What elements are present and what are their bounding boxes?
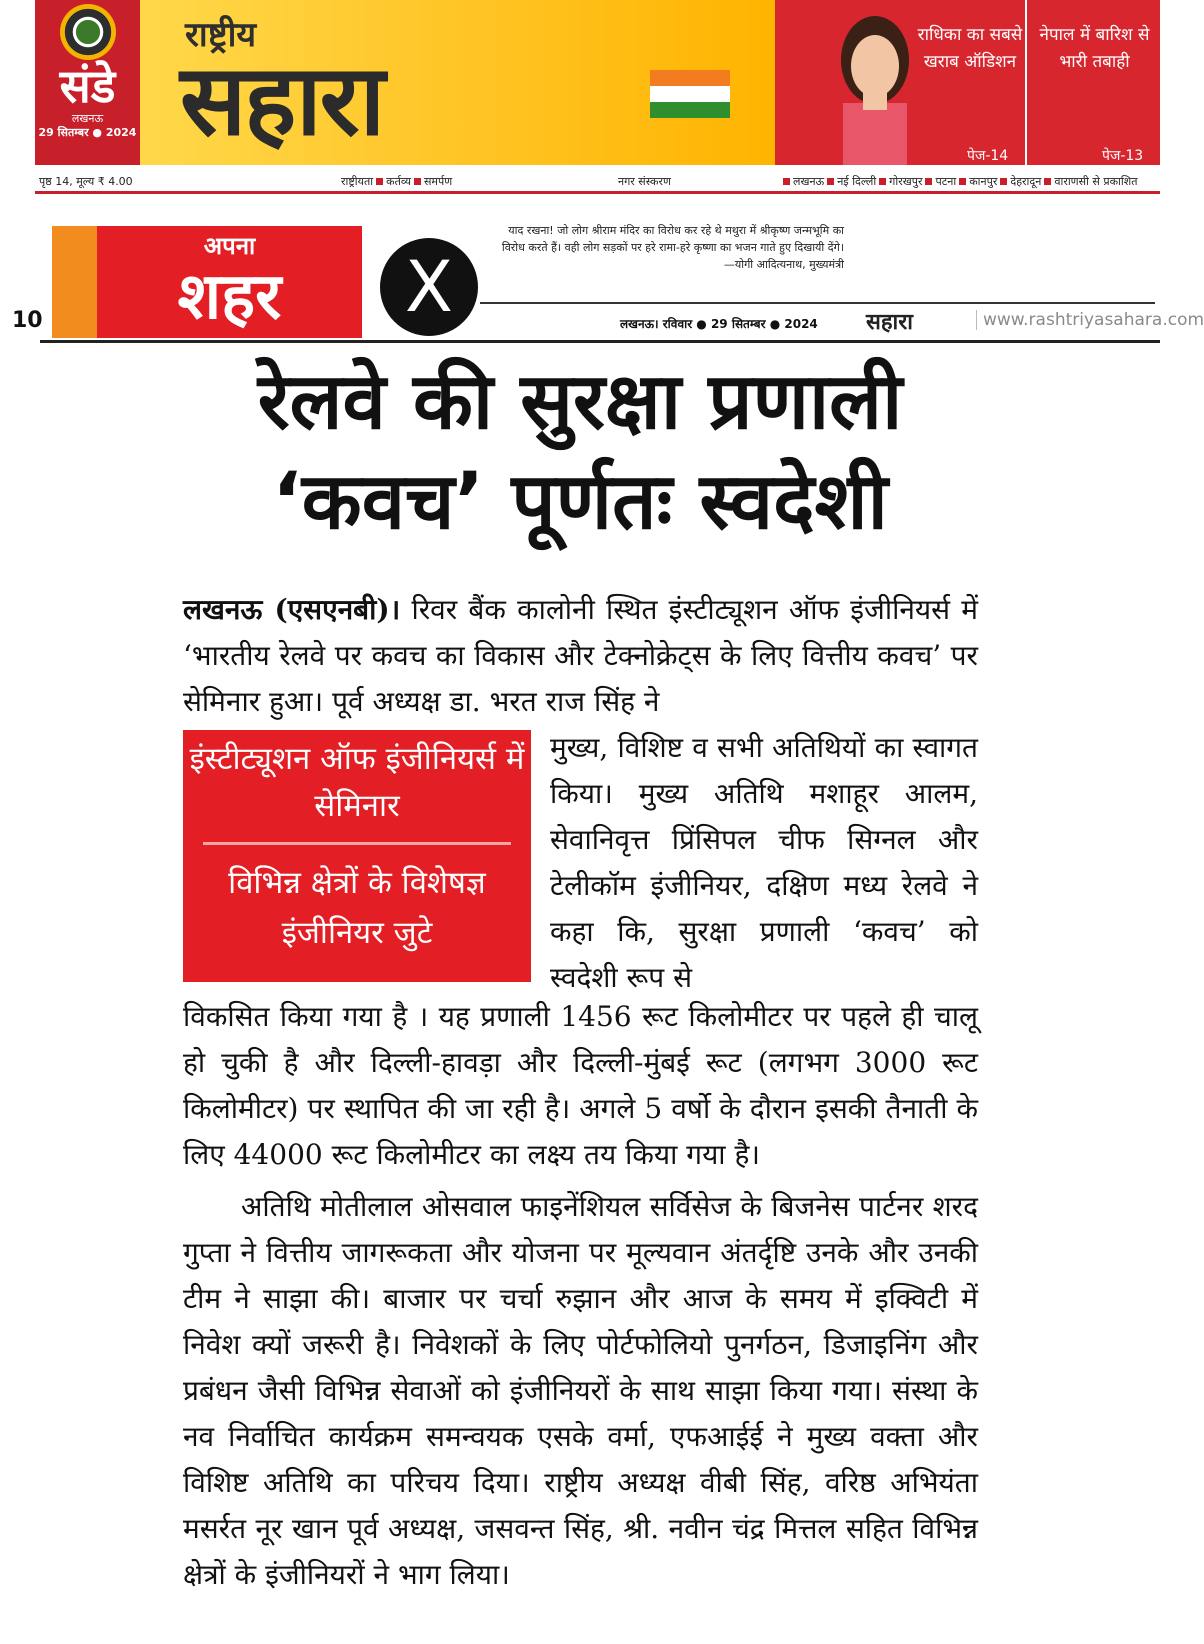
teaser-radhika[interactable] bbox=[775, 0, 1025, 165]
teaser-left-page: पेज-14 bbox=[967, 148, 1009, 164]
highlight-line-1: इंस्टीट्यूशन ऑफ इंजीनियर्स में सेमिनार bbox=[189, 741, 525, 824]
page-number: 10 bbox=[12, 308, 43, 333]
city-3: गोरखपुर bbox=[889, 175, 923, 188]
sunday-brand-block bbox=[35, 0, 140, 165]
masthead-rule bbox=[35, 191, 1160, 194]
teaser-left-text: राधिका का सबसे खराब ऑडिशन bbox=[917, 25, 1023, 72]
brand-city: लखनऊ bbox=[71, 112, 104, 125]
website-link[interactable]: www.rashtriyasahara.com bbox=[976, 310, 1204, 330]
price-text: पृष्ठ 14, मूल्य ₹ 4.00 bbox=[39, 175, 133, 188]
sunday-word: संडे bbox=[59, 59, 116, 113]
section-orange-strip bbox=[52, 226, 97, 338]
motto-2: कर्तव्य bbox=[386, 175, 411, 188]
chakra-emblem-icon bbox=[60, 4, 116, 60]
tricolor-flag-icon bbox=[650, 70, 730, 118]
shahar-label: शहर bbox=[177, 259, 282, 334]
headline bbox=[150, 352, 1010, 552]
city-7: वाराणसी से प्रकाशित bbox=[1054, 175, 1138, 188]
motto bbox=[341, 174, 452, 189]
section-rule bbox=[40, 340, 1160, 343]
brand-date: 29 सितम्बर ● 2024 bbox=[38, 126, 137, 139]
headline-line-1: रेलवे की सुरक्षा प्रणाली bbox=[257, 357, 903, 447]
x-logo-icon[interactable]: X bbox=[380, 238, 478, 336]
edition-text: नगर संस्करण bbox=[618, 175, 671, 188]
city-5: कानपुर bbox=[969, 175, 998, 188]
article-paragraph-1 bbox=[183, 587, 978, 725]
city-6: देहरादून bbox=[1010, 175, 1042, 188]
city-list bbox=[780, 174, 1138, 189]
city-4: पटना bbox=[935, 175, 957, 188]
city-2: नई दिल्ली bbox=[837, 175, 877, 188]
teaser-right-page: पेज-13 bbox=[1102, 148, 1144, 164]
headline-line-2: ‘कवच’ पूर्णतः स्वदेशी bbox=[272, 457, 888, 547]
newspaper-title-small: राष्ट्रीय bbox=[185, 15, 257, 55]
highlight-divider bbox=[203, 842, 511, 845]
article-paragraph-4: अतिथि मोतीलाल ओसवाल फाइनेंशियल सर्विसेज के बिजनेस पार्टनर शरद गुप्ता ने वित्तीय जागरूकता और योजना पर मूल्यवान अंतर्दृष्टि उनके और उनकी टीम ने साझा की। बाजार पर चर्चा रुझान और आज के समय में इक्विटी में निवेश क्यों जरूरी है। निवेशकों के लिए पोर्टफोलियो पुनर्गठन, डिजाइनिंग और प्रबंधन जैसी विभिन्न सेवाओं को इंजीनियरों के साथ साझा किया गया। संस्था के नव निर्वाचित कार्यक्रम समन्वयक एसके वर्मा, एफआईई ने मुख्य वक्ता और विशिष्ट अतिथि का परिचय दिया। राष्ट्रीय अध्यक्ष वीबी सिंह, वरिष्ठ अभियंता मसर्रत नूर खान पूर्व अध्यक्ष, जसवन्त सिंह, श्री. नवीन चंद्र मित्तल सहित विभिन्न क्षेत्रों के इंजीनियरों ने भाग लिया। bbox=[183, 1190, 978, 1591]
cm-quote bbox=[488, 222, 844, 273]
info-bar bbox=[35, 170, 1160, 192]
motto-1: राष्ट्रीयता bbox=[341, 175, 374, 188]
para-1-text: रिवर बैंक कालोनी स्थित इंस्टीट्यूशन ऑफ इंजीनियर्स में ‘भारतीय रेलवे पर कवच का विकास और टेक्नोक्रेट्स के लिए वित्तीय कवच’ पर सेमिनार हुआ। पूर्व अध्यक्ष डा. भरत राज सिंह ने bbox=[183, 593, 978, 718]
article-paragraph-3: विकसित किया गया है । यह प्रणाली 1456 रूट किलोमीटर पर पहले ही चालू हो चुकी है और दिल्ली-हावड़ा और दिल्ली-मुंबई रूट (लगभग 3000 रूट किलोमीटर) पर स्थापित की जा रही है। अगले 5 वर्षो के दौरान इसकी तैनाती के लिए 44000 रूट किलोमीटर का लक्ष्य तय किया गया है। bbox=[183, 1000, 978, 1171]
teaser-right-text: नेपाल में बारिश से भारी तबाही bbox=[1039, 25, 1150, 72]
masthead bbox=[0, 0, 1160, 170]
article-dateline: लखनऊ (एसएनबी)। bbox=[183, 593, 401, 626]
newspaper-title-large: सहारा bbox=[180, 44, 384, 158]
quote-author: —योगी आदित्यनाथ, मुख्यमंत्री bbox=[723, 258, 844, 271]
motto-3: समर्पण bbox=[424, 175, 453, 188]
article-paragraph-2: मुख्य, विशिष्ट व सभी अतिथियों का स्वागत किया। मुख्य अतिथि मशाहूर आलम, सेवानिवृत्त प्रिंसिपल चीफ सिग्नल और टेलीकॉम इंजीनियर, दक्षिण मध्य रेलवे ने कहा कि, सुरक्षा प्रणाली ‘कवच’ को स्वदेशी रूप से bbox=[550, 731, 978, 994]
teaser-nepal[interactable] bbox=[1027, 0, 1160, 165]
highlight-box bbox=[183, 730, 531, 982]
apna-shahar-banner bbox=[97, 226, 362, 338]
mini-brand-logo: सहारा bbox=[866, 310, 913, 335]
city-1: लखनऊ bbox=[793, 175, 825, 188]
page-dateline: लखनऊ। रविवार ● 29 सितम्बर ● 2024 bbox=[620, 317, 818, 331]
apna-label: अपना bbox=[203, 232, 256, 260]
header-rule bbox=[480, 302, 1155, 304]
quote-text: याद रखना! जो लोग श्रीराम मंदिर का विरोध कर रहे थे मथुरा में श्रीकृष्ण जन्मभूमि का विरोध करते हैं। वही लोग सड़कों पर हरे रामा-हरे कृष्णा का भजन गाते हुए दिखायी देंगे। bbox=[501, 224, 844, 254]
highlight-line-2: विभिन्न क्षेत्रों के विशेषज्ञ इंजीनियर जुटे bbox=[228, 865, 486, 951]
